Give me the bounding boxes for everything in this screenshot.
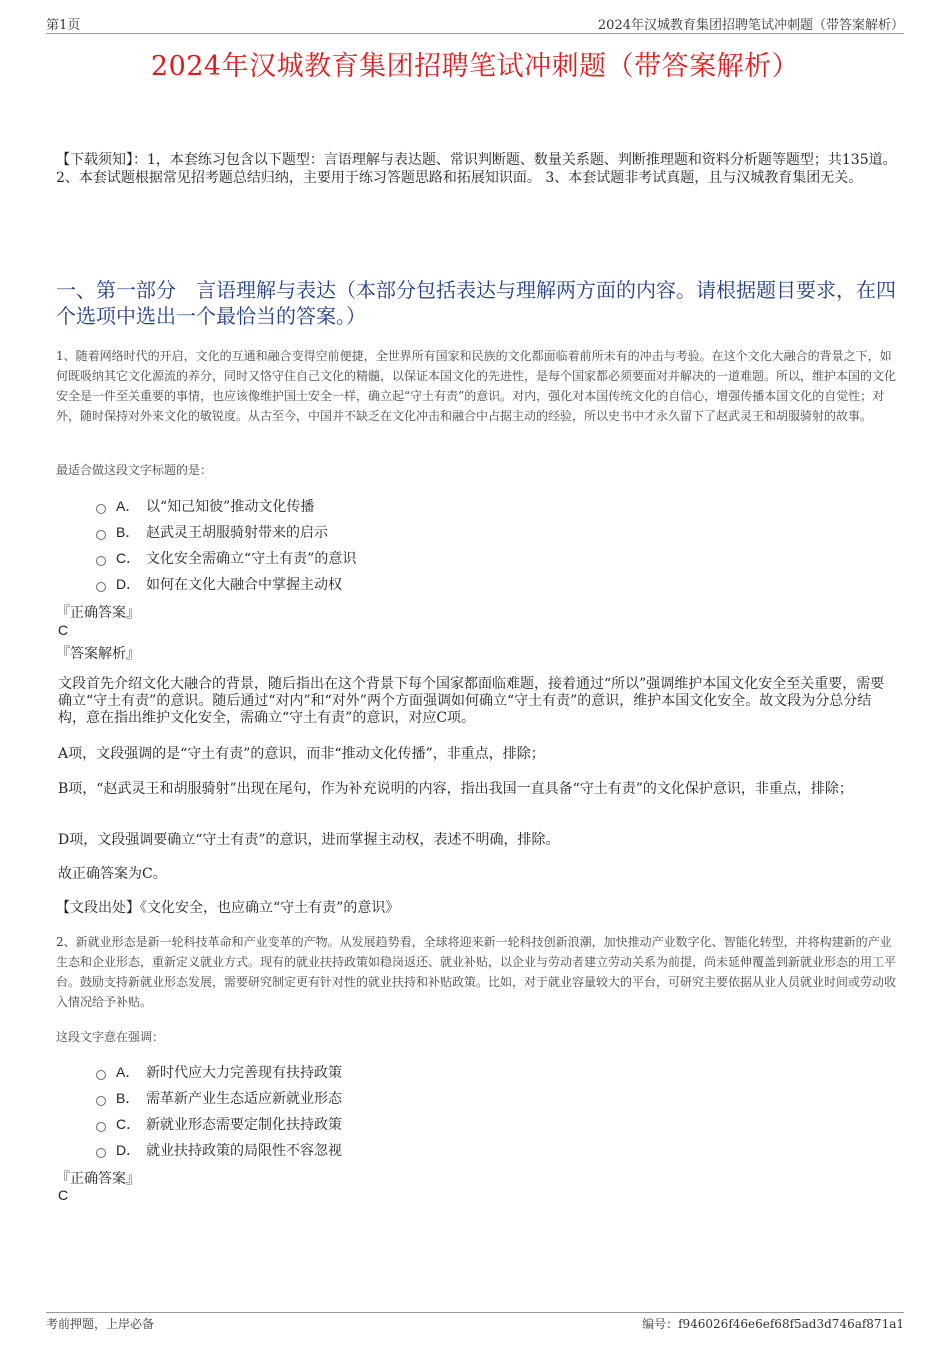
- option-d[interactable]: D． 就业扶持政策的局限性不容忽视: [96, 1137, 342, 1163]
- header-divider: [46, 33, 904, 34]
- footer-divider: [46, 1312, 904, 1313]
- analysis-paragraph: 文段首先介绍文化大融合的背景，随后指出在这个背景下每个国家都面临难题，接着通过“所以”强调维护本国文化安全至关重要，需要确立“守土有责”的意识。随后通过“对内”和“对外”两个方面强调如何确立“守土有责”的意识，维护本国文化安全。故文段为分总分结构，意在指出维护文化安全，需确立“守土有责”的意识，对应C项。: [58, 676, 885, 726]
- correct-answer-label: 『正确答案』: [56, 1171, 140, 1187]
- question-1-text: 1、随着网络时代的开启，文化的互通和融合变得空前便捷，全世界所有国家和民族的文化都面临着前所未有的冲击与考验。在这个文化大融合的背景之下，如何既吸纳其它文化源流的养分，同时又恪守住自己文化的精髓，以保证本国文化的先进性，是每个国家都必须要面对并解决的一道难题。所以，维护本国的文化安全是一件至关重要的事情，也应该像维护国土安全一样，确立起“守土有责”的意识。对内，强化对本国传统文化的自信心，增强传播本国文化的自觉性；对外，随时保持对外来文化的敏锐度。从古至今，中国并不缺乏在文化冲击和融合中占据主动的经验，所以史书中才永久留下了赵武灵王和胡服骑射的故事。: [56, 349, 897, 423]
- source-citation: 【文段出处】《文化安全，也应确立“守土有责”的意识》: [56, 900, 400, 916]
- option-b[interactable]: B． 赵武灵王胡服骑射带来的启示: [96, 519, 356, 545]
- radio-icon[interactable]: [96, 1122, 106, 1132]
- analysis-option-d: D项，文段强调要确立“守土有责”的意识，进而掌握主动权，表述不明确，排除。: [58, 832, 560, 848]
- analysis-option-a: A项，文段强调的是“守土有责”的意识，而非“推动文化传播”，非重点，排除；: [58, 746, 545, 762]
- correct-answer-label: 『正确答案』: [56, 605, 140, 621]
- option-d[interactable]: D． 如何在文化大融合中掌握主动权: [96, 571, 356, 597]
- question-1-options: [96, 493, 356, 597]
- option-c[interactable]: C． 新就业形态需要定制化扶持政策: [96, 1111, 342, 1137]
- analysis-option-b: B项，“赵武灵王和胡服骑射”出现在尾句，作为补充说明的内容，指出我国一直具备“守土有责”的文化保护意识，非重点，排除；: [58, 781, 853, 797]
- radio-icon[interactable]: [96, 504, 106, 514]
- radio-icon[interactable]: [96, 530, 106, 540]
- download-notice: 【下载须知】：1，本套练习包含以下题型：言语理解与表达题、常识判断题、数量关系题、判断推理题和资料分析题等题型；共135道。 2、本套试题根据常见招考题总结归纳，主要用于练习答题思路和拓展知识面。 3、本套试题非考试真题，且与汉城教育集团无关。: [56, 152, 897, 186]
- radio-icon[interactable]: [96, 1148, 106, 1158]
- question-2-prompt: 这段文字意在强调：: [56, 1030, 165, 1044]
- footer-serial-number: 编号：f946026f46e6ef68f5ad3d746af871a1: [642, 1317, 904, 1331]
- option-a[interactable]: A． 以“知己知彼”推动文化传播: [96, 493, 356, 519]
- correct-answer: C: [58, 622, 69, 638]
- document-title: 2024年汉城教育集团招聘笔试冲刺题（带答案解析）: [150, 51, 800, 82]
- section-heading: 一、第一部分 言语理解与表达（本部分包括表达与理解两方面的内容。请根据题目要求，在四个选项中选出一个最恰当的答案。）: [56, 278, 896, 328]
- option-a[interactable]: A． 新时代应大力完善现有扶持政策: [96, 1059, 342, 1085]
- option-b[interactable]: B． 需革新产业生态适应新就业形态: [96, 1085, 342, 1111]
- radio-icon[interactable]: [96, 556, 106, 566]
- question-2-options: [96, 1059, 342, 1163]
- question-1-prompt: 最适合做这段文字标题的是：: [56, 463, 213, 477]
- radio-icon[interactable]: [96, 1096, 106, 1106]
- correct-answer: C: [58, 1187, 69, 1203]
- radio-icon[interactable]: [96, 1070, 106, 1080]
- radio-icon[interactable]: [96, 582, 106, 592]
- page-number: 第1页: [46, 18, 81, 33]
- answer-analysis-label: 『答案解析』: [56, 646, 140, 662]
- question-2-text: 2、新就业形态是新一轮科技革命和产业变革的产物。从发展趋势看，全球将迎来新一轮科技创新浪潮，加快推动产业数字化、智能化转型，并将构建新的产业生态和企业形态，重新定义就业方式。现有的就业扶持政策如稳岗返还、就业补贴，以企业与劳动者建立劳动关系为前提，尚未延伸覆盖到新就业形态的用工平台。鼓励支持新就业形态发展，需要研究制定更有针对性的就业扶持和补贴政策。比如，对于就业容量较大的平台，可研究主要依据从业人员就业时间或劳动收入情况给予补贴。: [56, 935, 897, 1009]
- footer-slogan: 考前押题，上岸必备: [46, 1317, 155, 1331]
- analysis-conclusion: 故正确答案为C。: [58, 866, 167, 882]
- running-header-title: 2024年汉城教育集团招聘笔试冲刺题（带答案解析）: [597, 18, 904, 33]
- option-c[interactable]: C． 文化安全需确立“守土有责”的意识: [96, 545, 356, 571]
